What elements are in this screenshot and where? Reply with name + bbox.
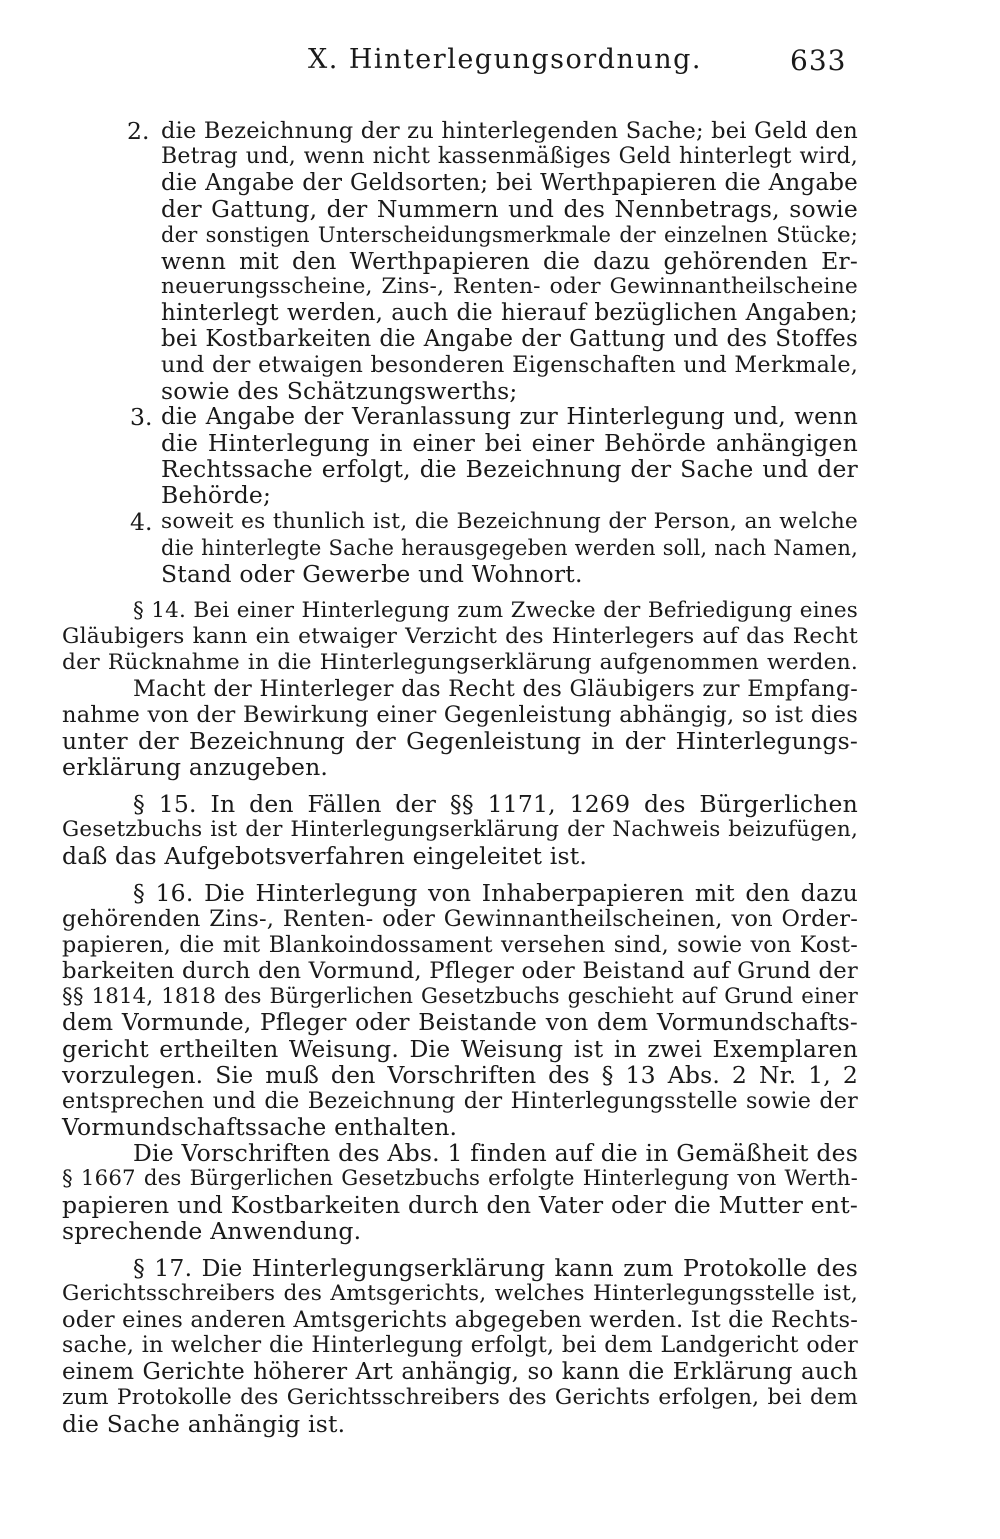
text-line: Vormundschaftssache enthalten. [62,1113,458,1141]
running-title: X. Hinterlegungsordnung. [308,44,702,75]
text-line: unter der Bezeichnung der Gegenleistung in der Hinterlegungs- [62,727,858,755]
text-line: gehörenden Zins-, Renten- oder Gewinnantheilscheinen, von Order- [62,906,858,932]
text-line: und der etwaigen besonderen Eigenschaften und Merkmale, [161,352,858,378]
text-line: barkeiten durch den Vormund, Pfleger oder Beistand auf Grund der [62,958,858,984]
text-line: die Bezeichnung der zu hinterlegenden Sache; bei Geld den [161,118,858,144]
section-15-heading-line: § 15. In den Fällen der §§ 1171, 1269 des Bürgerlichen [133,790,858,818]
text-line: dem Vormunde, Pfleger oder Beistande von dem Vormundschafts- [62,1009,858,1036]
text-line: der Gattung, der Nummern und des Nennbetrags, sowie [161,195,858,223]
list-item-number: 2. [127,117,150,145]
text-line: der Rücknahme in die Hinterlegungserklärung aufgenommen werden. [62,650,858,675]
text-line: Gesetzbuchs ist der Hinterlegungserklärung der Nachweis beizufügen, [62,817,858,842]
text-line: sache, in welcher die Hinterlegung erfolgt, bei dem Landgericht oder [62,1333,858,1358]
text-line: gericht ertheilten Weisung. Die Weisung ist in zwei Exemplaren [62,1035,858,1063]
text-line: sowie des Schätzungswerths; [161,377,518,405]
text-line: Behörde; [161,481,272,509]
text-line: Gerichtsschreibers des Amtsgerichts, welches Hinterlegungsstelle ist, [62,1281,858,1306]
text-line: die Angabe der Geldsorten; bei Werthpapieren die Angabe [161,170,858,196]
text-line: Betrag und, wenn nicht kassenmäßiges Geld hinterlegt wird, [161,144,858,169]
section-17-heading-line: § 17. Die Hinterlegungserklärung kann zum Protokolle des [133,1254,858,1282]
text-line: die hinterlegte Sache herausgegeben werden soll, nach Namen, [161,536,858,560]
text-line: neuerungsscheine, Zins-, Renten- oder Gewinnantheilscheine [161,274,858,299]
text-line: daß das Aufgebotsverfahren eingeleitet ist. [62,842,588,870]
page-number: 633 [790,44,847,77]
text-line: bei Kostbarkeiten die Angabe der Gattung und des Stoffes [161,326,858,352]
list-item-number: 3. [130,403,153,431]
text-line: einem Gerichte höherer Art anhängig, so kann die Erklärung auch [62,1359,858,1385]
text-line: Stand oder Gewerbe und Wohnort. [161,560,583,588]
text-line: die Angabe der Veranlassung zur Hinterlegung und, wenn [161,404,858,430]
text-line: hinterlegt werden, auch die hierauf bezüglichen Angaben; [161,300,858,326]
text-line: der sonstigen Unterscheidungsmerkmale der einzelnen Stücke; [161,223,858,247]
paragraph-start-line: Macht der Hinterleger das Recht des Gläubigers zur Empfang- [133,676,858,702]
text-line: oder eines anderen Amtsgerichts abgegeben werden. Ist die Rechts- [62,1307,858,1333]
text-line: §§ 1814, 1818 des Bürgerlichen Gesetzbuchs geschieht auf Grund einer [62,984,858,1009]
list-item-number: 4. [130,508,153,536]
section-14-heading-line: § 14. Bei einer Hinterlegung zum Zwecke der Befriedigung eines [133,598,858,623]
page-header [0,44,1000,94]
text-line: § 1667 des Bürgerlichen Gesetzbuchs erfolgte Hinterlegung von Werth- [62,1166,858,1191]
text-line: die Hinterlegung in einer bei einer Behörde anhängigen [161,429,858,457]
text-line: Gläubigers kann ein etwaiger Verzicht des Hinterlegers auf das Recht [62,624,858,649]
paragraph-start-line: Die Vorschriften des Abs. 1 finden auf die in Gemäßheit des [133,1139,858,1167]
text-line: sprechende Anwendung. [62,1217,362,1245]
text-line: zum Protokolle des Gerichtsschreibers des Gerichts erfolgen, bei dem [62,1385,858,1410]
text-line: papieren, die mit Blankoindossament versehen sind, sowie von Kost- [62,932,858,958]
text-line: vorzulegen. Sie muß den Vorschriften des § 13 Abs. 2 Nr. 1, 2 [62,1061,858,1089]
text-line: die Sache anhängig ist. [62,1410,346,1438]
text-line: soweit es thunlich ist, die Bezeichnung der Person, an welche [161,509,858,534]
section-16-heading-line: § 16. Die Hinterlegung von Inhaberpapieren mit den dazu [133,879,858,907]
text-line: papieren und Kostbarkeiten durch den Vater oder die Mutter ent- [62,1191,858,1219]
text-line: Rechtssache erfolgt, die Bezeichnung der Sache und der [161,455,858,483]
text-line: entsprechen und die Bezeichnung der Hinterlegungsstelle sowie der [62,1088,858,1114]
text-line: nahme von der Bewirkung einer Gegenleistung abhängig, so ist dies [62,702,858,728]
text-line: wenn mit den Werthpapieren die dazu gehörenden Er- [161,247,858,275]
text-line: erklärung anzugeben. [62,753,329,781]
